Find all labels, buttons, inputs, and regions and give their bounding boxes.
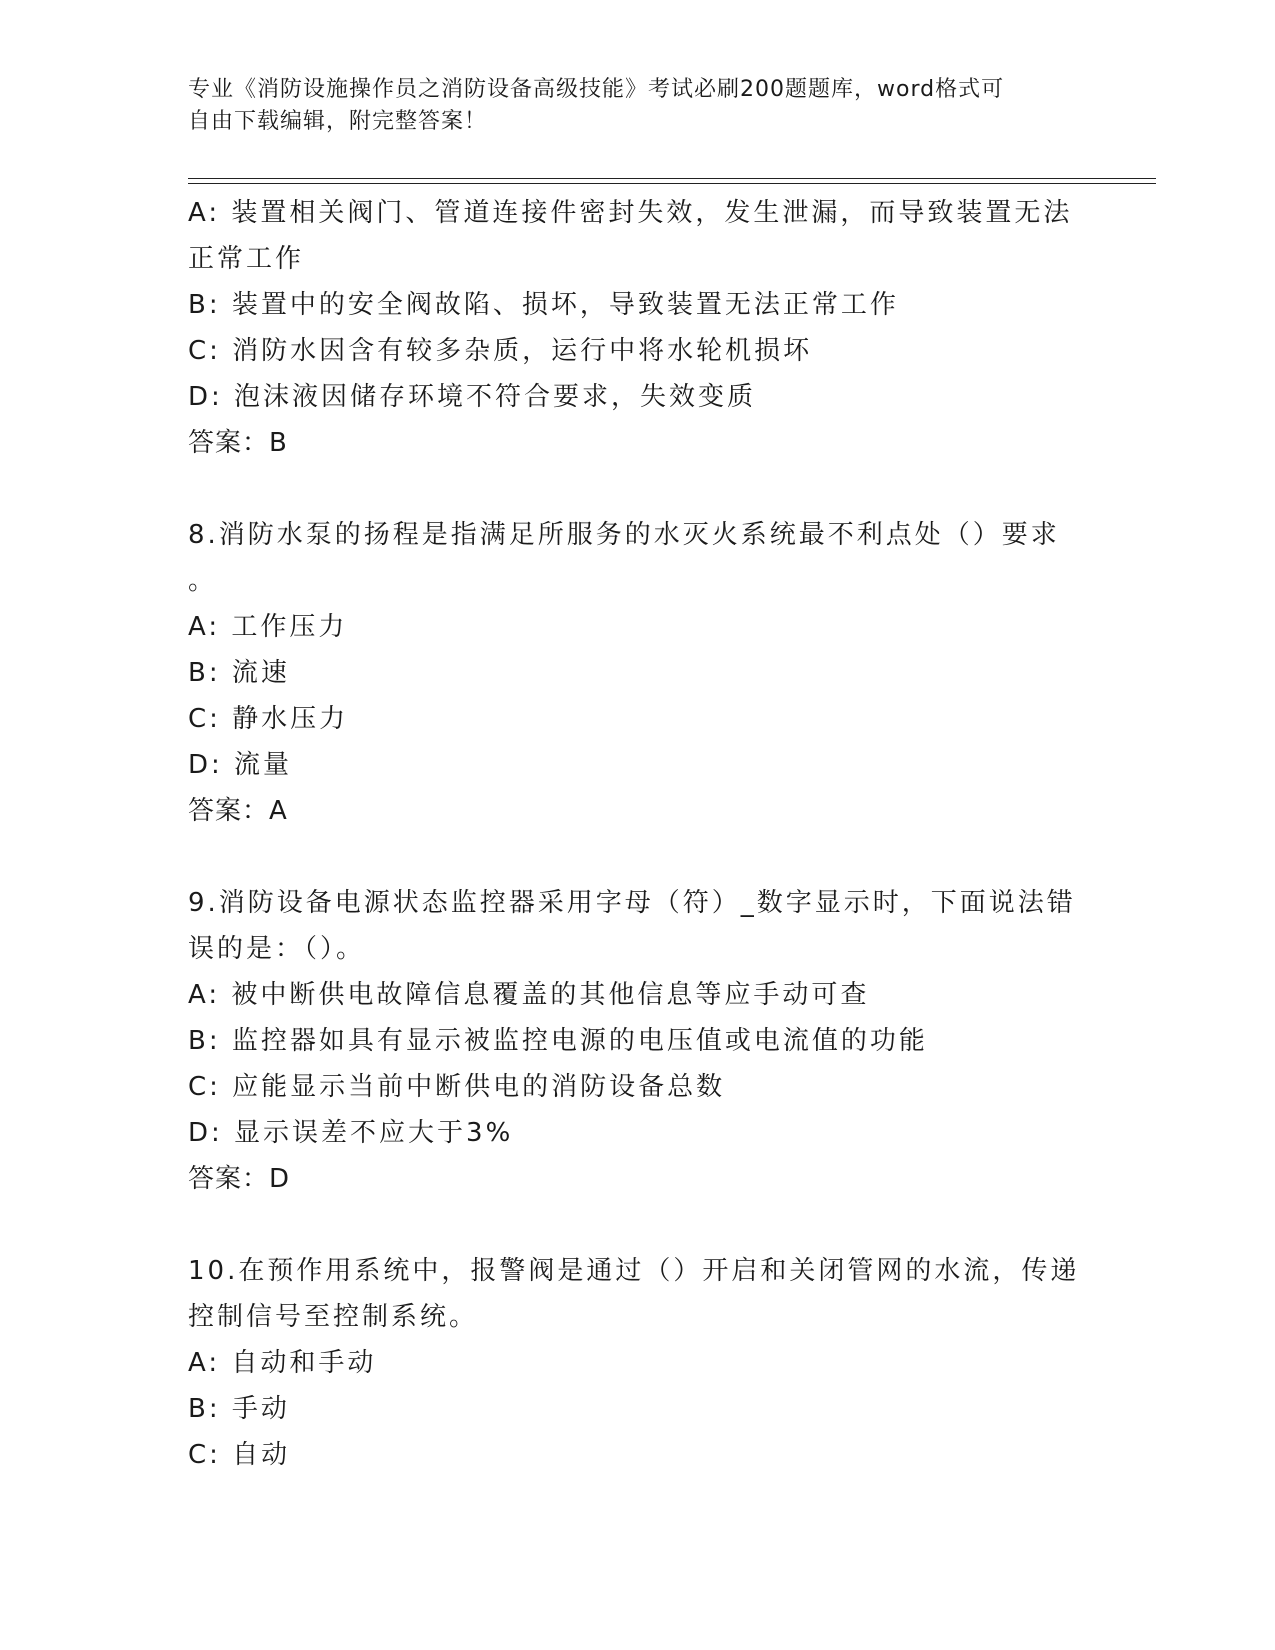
spacer	[188, 834, 1088, 880]
option-b: B: 手动	[188, 1394, 290, 1424]
question-stem-continued: 。	[188, 566, 218, 596]
option-a: A: 工作压力	[188, 612, 348, 642]
question-10	[188, 1248, 1088, 1478]
option-a: A: 装置相关阀门、管道连接件密封失效，发生泄漏，而导致装置无法	[188, 198, 1073, 228]
question-7-continued	[188, 190, 1088, 466]
question-list	[188, 190, 1088, 1478]
option-c: C: 应能显示当前中断供电的消防设备总数	[188, 1072, 726, 1102]
option-d: D: 泡沫液因储存环境不符合要求，失效变质	[188, 382, 757, 412]
option-b: B: 装置中的安全阀故陷、损坏，导致装置无法正常工作	[188, 290, 899, 320]
option-a: A: 自动和手动	[188, 1348, 377, 1378]
option-d: D: 显示误差不应大于3%	[188, 1118, 514, 1148]
answer-label: 答案：D	[188, 1164, 291, 1194]
question-stem-continued: 误的是：（）。	[188, 934, 366, 964]
option-c: C: 消防水因含有较多杂质，运行中将水轮机损坏	[188, 336, 813, 366]
answer-label: 答案：A	[188, 796, 288, 826]
option-a: A: 被中断供电故障信息覆盖的其他信息等应手动可查	[188, 980, 870, 1010]
question-stem: 8.消防水泵的扬程是指满足所服务的水灭火系统最不利点处（）要求	[188, 520, 1060, 550]
option-c: C: 静水压力	[188, 704, 349, 734]
question-stem: 10.在预作用系统中，报警阀是通过（）开启和关闭管网的水流，传递	[188, 1256, 1080, 1286]
header-rule-bottom	[188, 183, 1156, 184]
header-line-2: 自由下载编辑，附完整答案！	[188, 109, 488, 134]
question-stem: 9.消防设备电源状态监控器采用字母（符）_数字显示时，下面说法错	[188, 888, 1076, 918]
question-9	[188, 880, 1088, 1202]
spacer	[188, 466, 1088, 512]
header-line-1: 专业《消防设施操作员之消防设备高级技能》考试必刷200题题库，word格式可	[188, 77, 1005, 102]
option-b: B: 流速	[188, 658, 290, 688]
option-a-continued: 正常工作	[188, 244, 305, 274]
answer-label: 答案：B	[188, 428, 288, 458]
spacer	[188, 1202, 1088, 1248]
header-rule-top	[188, 178, 1156, 179]
question-stem-continued: 控制信号至控制系统。	[188, 1302, 479, 1332]
question-8	[188, 512, 1088, 834]
option-c: C: 自动	[188, 1440, 291, 1470]
option-b: B: 监控器如具有显示被监控电源的电压值或电流值的功能	[188, 1026, 928, 1056]
option-d: D: 流量	[188, 750, 293, 780]
document-header	[188, 74, 1068, 138]
